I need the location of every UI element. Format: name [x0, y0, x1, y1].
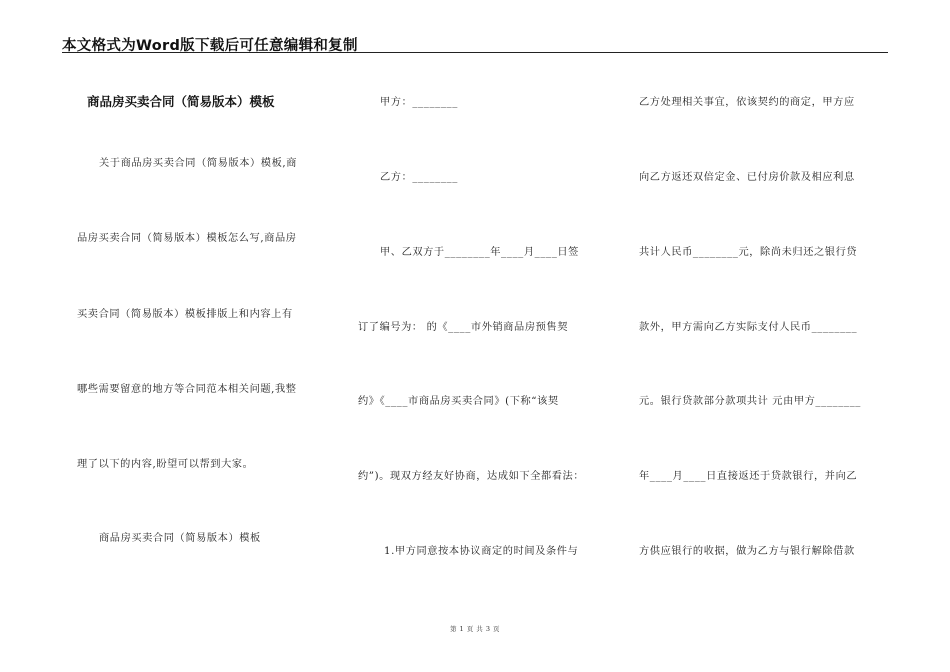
page-header-title: 本文格式为Word版下载后可任意编辑和复制: [62, 38, 358, 54]
paragraph-line: 甲方：________: [380, 97, 458, 108]
paragraph-line: 共计人民币________元，除尚未归还之银行贷: [639, 247, 858, 258]
paragraph-line: 方供应银行的收据，做为乙方与银行解除借款: [639, 546, 855, 557]
paragraph-line: 订了编号为： 的《____市外销商品房预售契: [358, 322, 568, 333]
paragraph-line: 乙方处理相关事宜，依该契约的商定，甲方应: [639, 97, 855, 108]
document-title: 商品房买卖合同（简易版本）模板: [87, 94, 275, 109]
paragraph-line: 乙方：________: [380, 172, 458, 183]
paragraph-line: 哪些需要留意的地方等合同范本相关问题,我整: [77, 384, 297, 395]
paragraph-line: 约”)。现双方经友好协商，达成如下全都看法：: [358, 471, 585, 482]
paragraph-line: 买卖合同（简易版本）模板排版上和内容上有: [77, 309, 293, 320]
paragraph-line: 商品房买卖合同（简易版本）模板: [99, 533, 261, 544]
page-number-footer: 第 1 页 共 3 页: [449, 625, 501, 633]
paragraph-line: 品房买卖合同（简易版本）模板怎么写,商品房: [77, 233, 297, 244]
header-divider: [62, 52, 888, 53]
paragraph-line: 1.甲方同意按本协议商定的时间及条件与: [384, 546, 579, 557]
paragraph-line: 关于商品房买卖合同（简易版本）模板,商: [99, 158, 298, 169]
paragraph-line: 约》《____市商品房买卖合同》(下称“该契: [358, 396, 559, 407]
paragraph-line: 款外，甲方需向乙方实际支付人民币________: [639, 322, 858, 333]
paragraph-line: 甲、乙双方于________年____月____日签: [380, 247, 579, 258]
paragraph-line: 年____月____日直接返还于贷款银行，并向乙: [639, 471, 858, 482]
paragraph-line: 向乙方返还双倍定金、已付房价款及相应利息: [639, 172, 855, 183]
paragraph-line: 理了以下的内容,盼望可以帮到大家。: [77, 459, 254, 470]
paragraph-line: 元。银行贷款部分款项共计 元由甲方________: [639, 396, 861, 407]
